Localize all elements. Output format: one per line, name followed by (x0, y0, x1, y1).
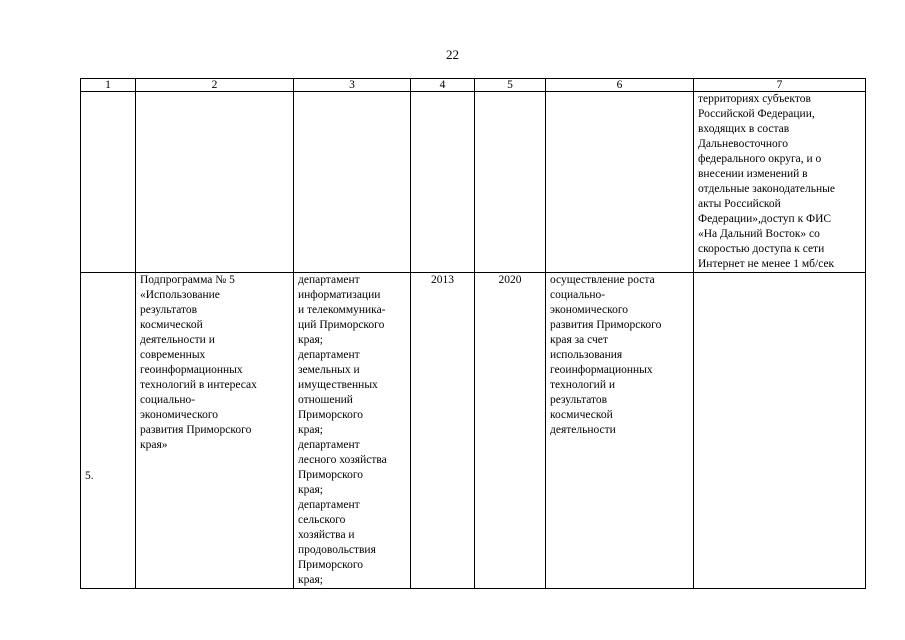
column-header-2: 2 (136, 79, 294, 92)
column-header-5: 5 (475, 79, 546, 92)
cell-row2-col7 (694, 273, 866, 589)
cell-row1-col1 (81, 92, 136, 273)
program-table (80, 78, 866, 589)
cell-row1-col5 (475, 92, 546, 273)
column-header-4: 4 (411, 79, 475, 92)
page-number: 22 (446, 47, 459, 62)
row-number: 5. (85, 470, 94, 482)
column-header-7: 7 (694, 79, 866, 92)
cell-row2-expected-result: осуществление роста социально- экономического развития Приморского края за счет использования геоинформационных технологий и результатов космической деятельности (546, 273, 694, 589)
cell-row2-end-year: 2020 (475, 273, 546, 589)
cell-row1-col6 (546, 92, 694, 273)
cell-row2-program-name: Подпрограмма № 5 «Использование результатов космической деятельности и современных геоинформационных технологий в интересах социально- экономического развития Приморского края» (136, 273, 294, 589)
column-header-6: 6 (546, 79, 694, 92)
column-header-1: 1 (81, 79, 136, 92)
cell-row1-col4 (411, 92, 475, 273)
cell-row2-number (81, 273, 136, 589)
table-row-subprogram-5 (81, 273, 866, 589)
cell-row2-start-year: 2013 (411, 273, 475, 589)
cell-row1-col3 (294, 92, 411, 273)
table-row-continuation (81, 92, 866, 273)
cell-row1-col7: территориях субъектов Российской Федерации, входящих в состав Дальневосточного федерального округа, и о внесении изменений в отдельные законодательные акты Российской Федерации»,доступ к ФИС «На Дальний Восток» со скоростью доступа к сети Интернет не менее 1 мб/сек (694, 92, 866, 273)
cell-row2-executors: департамент информатизации и телекоммуника- ций Приморского края; департамент земельных и имущественных отношений Приморского края; департамент лесного хозяйства Приморского края; департамент сельского хозяйства и продовольствия Приморского края; (294, 273, 411, 589)
cell-row1-col2 (136, 92, 294, 273)
header-row (81, 79, 866, 92)
column-header-3: 3 (294, 79, 411, 92)
